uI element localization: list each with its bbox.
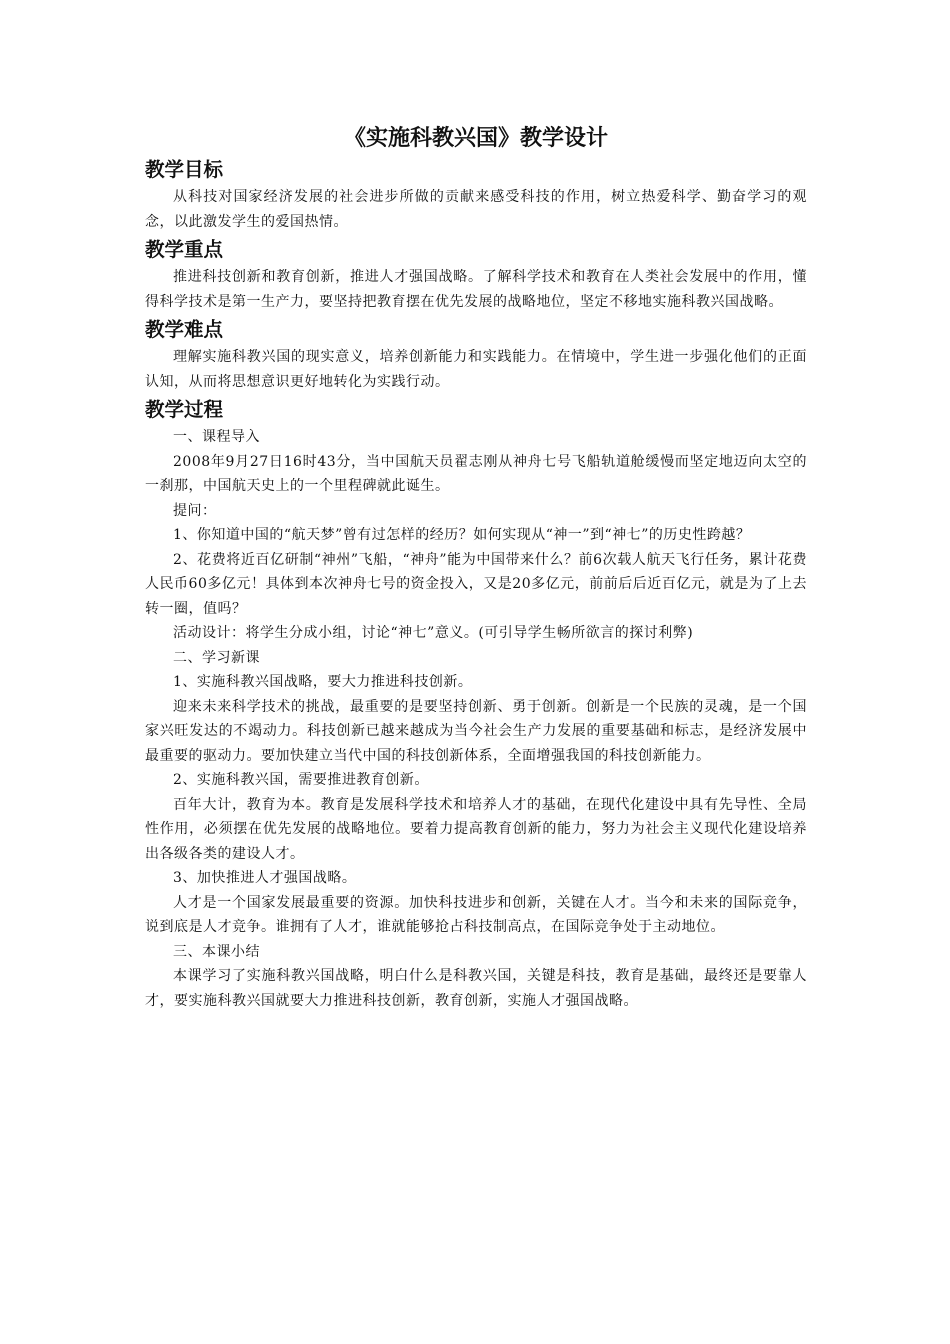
subsection-title: 二、学习新课 bbox=[173, 649, 260, 666]
paragraph: 百年大计，教育为本。教育是发展科学技术和培养人才的基础，在现代化建设中具有先导性、全局性作用，必须摆在优先发展的战略地位。要着力提高教育创新的能力，努力为社会主义现代化建设培养出各级各类的建设人才。 bbox=[145, 796, 807, 862]
subsection-title: 一、课程导入 bbox=[173, 429, 260, 445]
heading-teaching-goals: 教学目标 bbox=[145, 158, 224, 181]
paragraph: 从科技对国家经济发展的社会进步所做的贡献来感受科技的作用，树立热爱科学、勤奋学习的观念，以此激发学生的爱国热情。 bbox=[145, 189, 807, 230]
heading-key-points: 教学重点 bbox=[145, 238, 224, 261]
heading-teaching-process: 教学过程 bbox=[145, 398, 224, 421]
paragraph: 活动设计：将学生分成小组，讨论“神七”意义。(可引导学生畅所欲言的探讨利弊) bbox=[173, 625, 694, 641]
paragraph: 1、实施科教兴国战略，要大力推进科技创新。 bbox=[173, 674, 473, 690]
document-body bbox=[145, 122, 807, 1013]
paragraph: 迎来未来科学技术的挑战，最重要的是要坚持创新、勇于创新。创新是一个民族的灵魂，是一个国家兴旺发达的不竭动力。科技创新已越来越成为当今社会生产力发展的重要基础和标志，是经济发展中最重要的驱动力。要加快建立当代中国的科技创新体系，全面增强我国的科技创新能力。 bbox=[145, 698, 807, 764]
paragraph: 2、实施科教兴国，需要推进教育创新。 bbox=[173, 772, 429, 788]
paragraph: 人才是一个国家发展最重要的资源。加快科技进步和创新，关键在人才。当今和未来的国际竞争，说到底是人才竞争。谁拥有了人才，谁就能够抢占科技制高点，在国际竞争处于主动地位。 bbox=[145, 894, 807, 935]
paragraph: 理解实施科教兴国的现实意义，培养创新能力和实践能力。在情境中，学生进一步强化他们的正面认知，从而将思想意识更好地转化为实践行动。 bbox=[145, 349, 807, 390]
heading-difficulties: 教学难点 bbox=[145, 318, 224, 341]
paragraph: 2、花费将近百亿研制“神州”飞船，“神舟”能为中国带来什么？前6次载人航天飞行任务，累计花费人民币60多亿元！具体到本次神舟七号的资金投入，又是20多亿元，前前后后近百亿元，就是为了上去转一圈，值吗？ bbox=[145, 551, 807, 617]
paragraph: 2008年9月27日16时43分，当中国航天员翟志刚从神舟七号飞船轨道舱缓慢而坚定地迈向太空的一刹那，中国航天史上的一个里程碑就此诞生。 bbox=[145, 453, 807, 494]
paragraph: 1、你知道中国的“航天梦”曾有过怎样的经历？如何实现从“神一”到“神七”的历史性跨越？ bbox=[173, 527, 751, 543]
document-title: 《实施科教兴国》教学设计 bbox=[343, 125, 608, 151]
paragraph: 本课学习了实施科教兴国战略，明白什么是科教兴国，关键是科技，教育是基础，最终还是要靠人才，要实施科教兴国就要大力推进科技创新，教育创新，实施人才强国战略。 bbox=[145, 968, 807, 1009]
paragraph: 推进科技创新和教育创新，推进人才强国战略。了解科学技术和教育在人类社会发展中的作用，懂得科学技术是第一生产力，要坚持把教育摆在优先发展的战略地位，坚定不移地实施科教兴国战略。 bbox=[145, 269, 807, 310]
paragraph: 提问： bbox=[173, 502, 217, 519]
paragraph: 3、加快推进人才强国战略。 bbox=[173, 870, 357, 886]
subsection-title: 三、本课小结 bbox=[173, 943, 260, 960]
